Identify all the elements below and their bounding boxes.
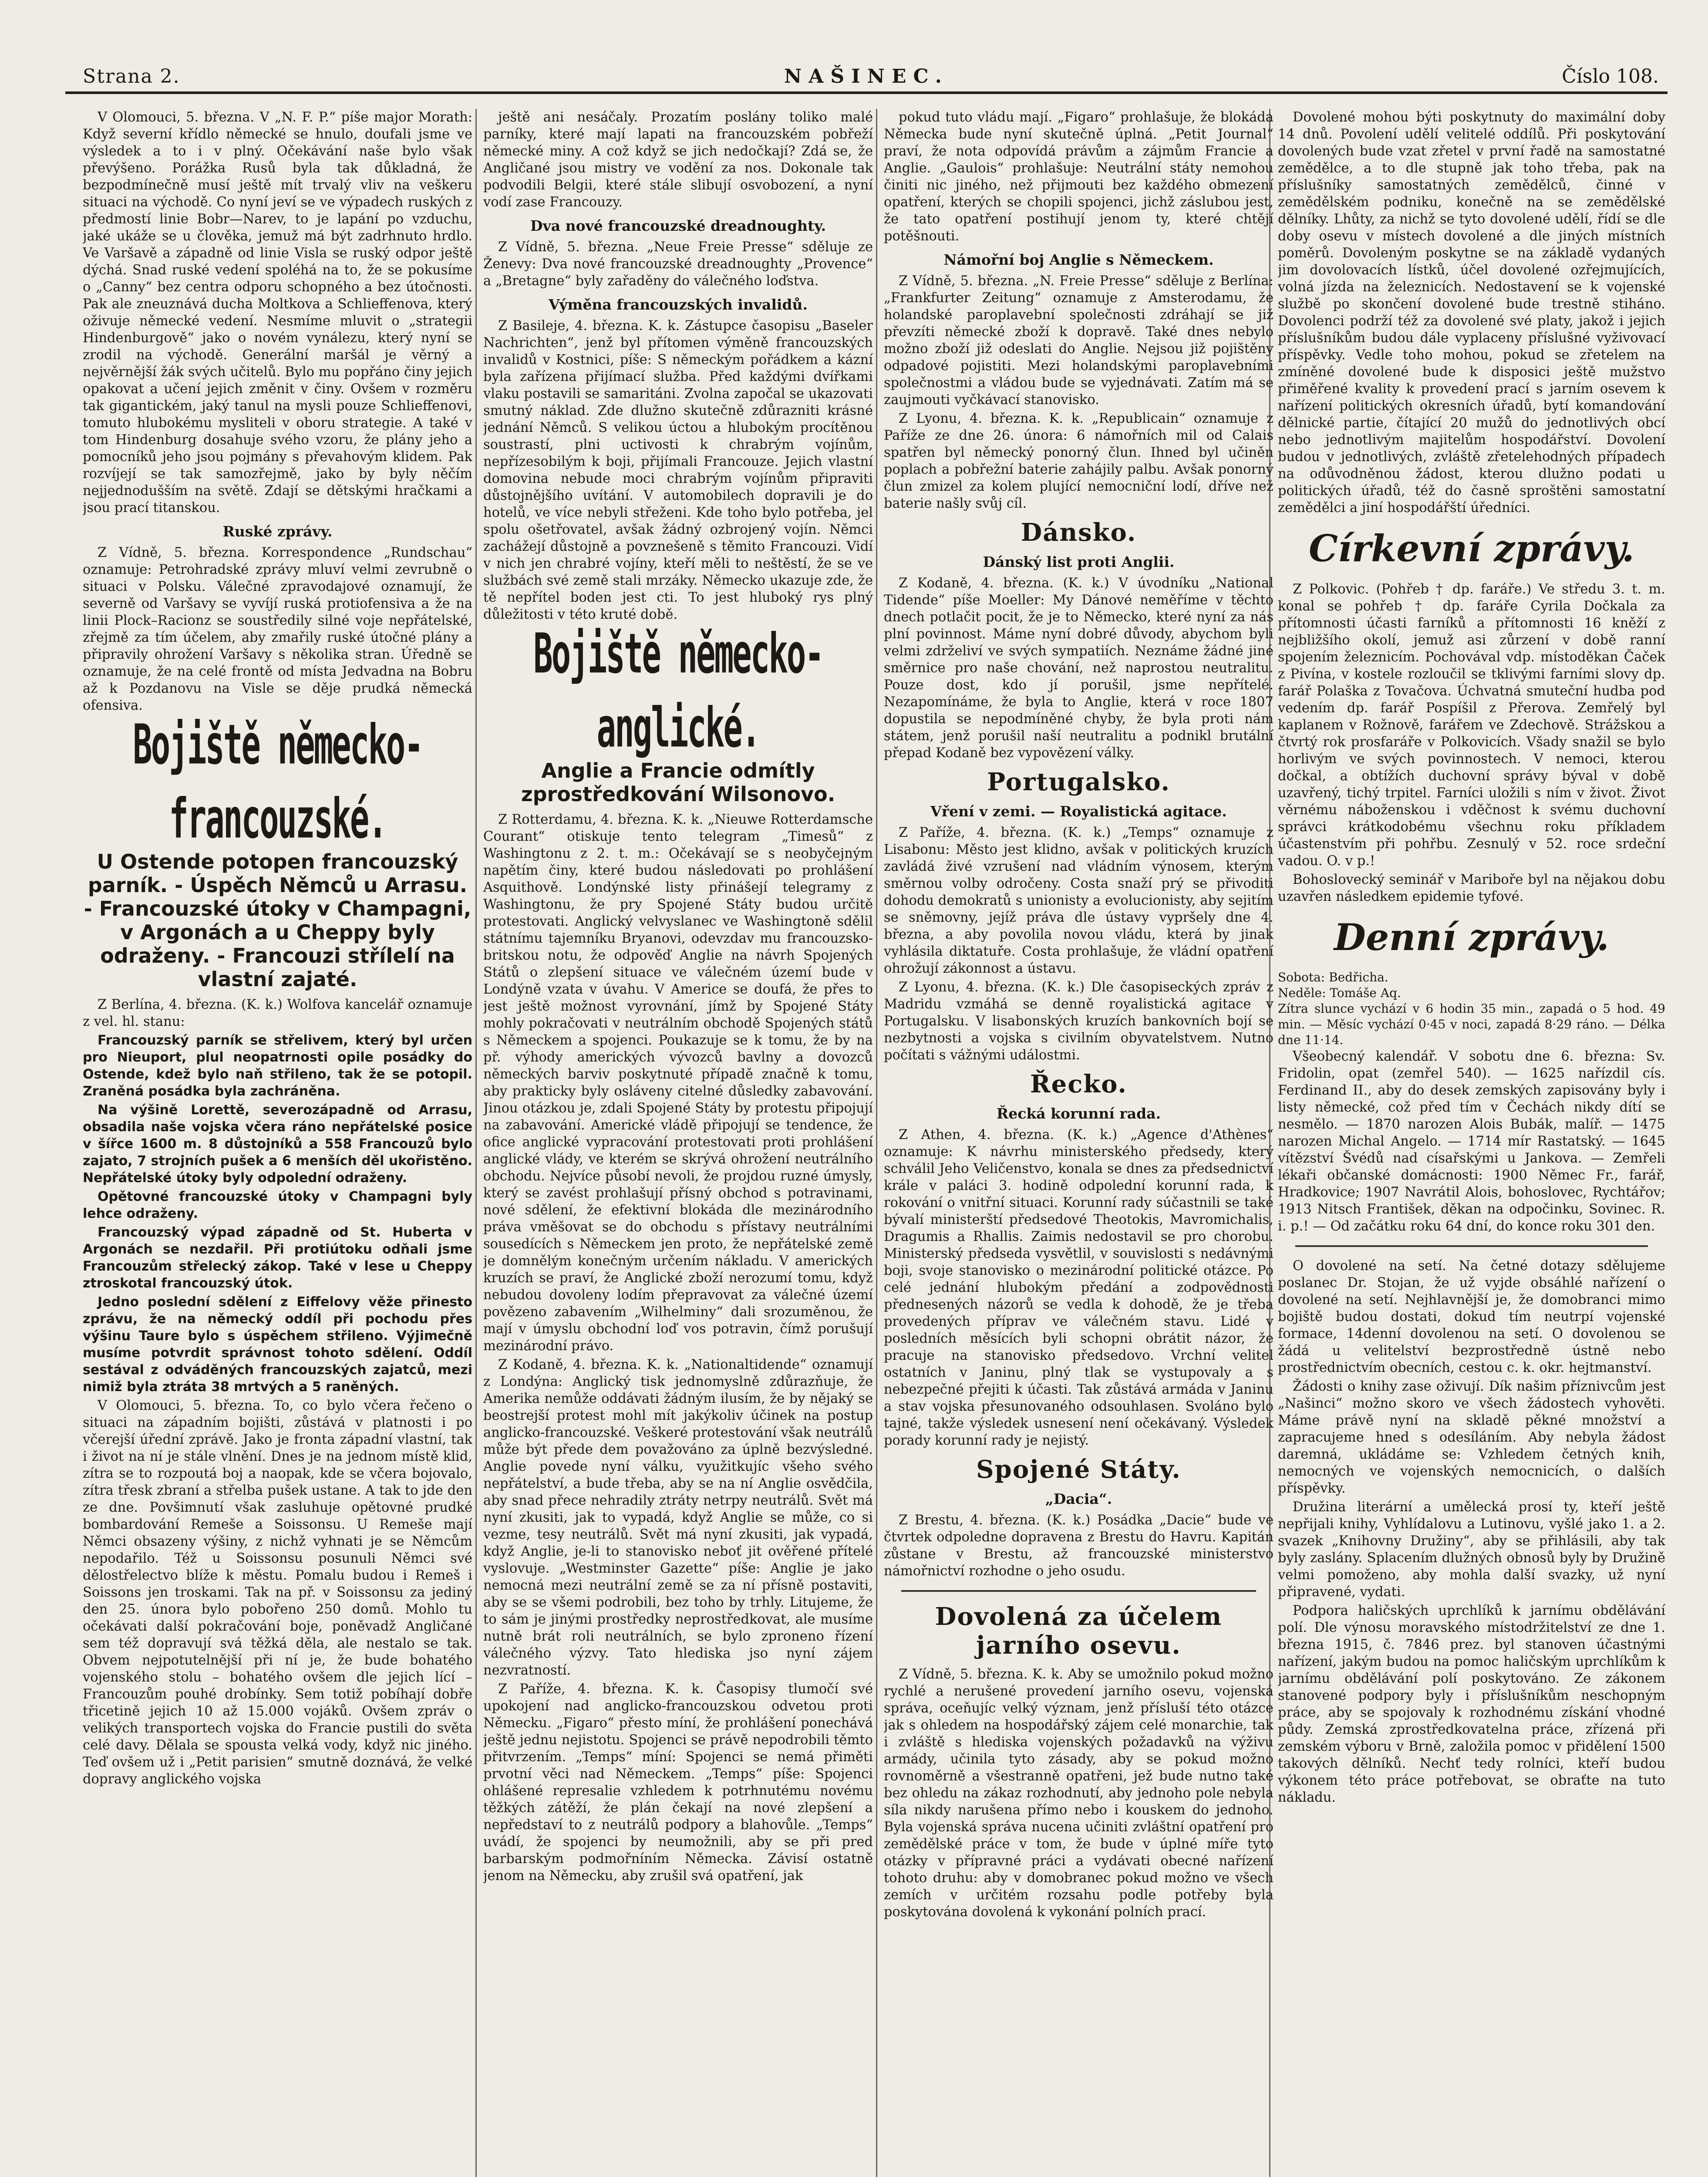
article-subheading: Výměna francouzských invalidů. <box>549 296 808 313</box>
article-paragraph: Z Vídně, 5. března. Korrespondence „Rundschau“ oznamuje: Petrohradské zprávy mluví velmi zevrubně o situaci v Polsku. Válečné zpravodajové oznamují, že severně od Varšavy se vyvíjí ruská protiofensiva a že na linii Plock–Racionz se soustředily silné voje nepřátelské, zřejmě za tím účelem, aby zmařily ruské útočné plány a připravily ohrožení Varšavy s několika stran. Úředně se oznamuje, že na celé frontě od místa Jedvadna na Bobru až k Pozdanovu na Visle se děje prudká německá ofensiva. <box>83 545 472 713</box>
article-paragraph: O dovolené na setí. Na četné dotazy sdělujeme poslanec Dr. Stojan, že už vyjde obsáhlé nařízení o dovolené na setí. Nejhlavnější je, že domobranci mimo bojiště budou dostati, dokud tím neutrpí vojenské formace, 14denní dovolenou na setí. O dovolenou se žádá u velitelství bezprostředně ústně nebo prostřednictvím obecních, cestou c. k. okr. hejtmanství. <box>1278 1258 1665 1375</box>
article-paragraph-bold: Francouzský parník se střelivem, který byl určen pro Nieuport, plul neopatrnosti opile posádky do Ostende, kdež bylo naň střileno, tak že se potopil. Zraněná posádka byla zachráněna. <box>83 1033 472 1099</box>
section-heading: Dovolená za účelem jarního osevu. <box>935 1602 1223 1660</box>
article-paragraph: Bohoslovecký seminář v Mariboře byl na nějakou dobu uzavřen následkem epidemie tyfové. <box>1278 872 1665 904</box>
issue-number: Číslo 108. <box>1562 65 1659 88</box>
article-paragraph: Z Brestu, 4. března. (K. k.) Posádka „Dacie“ bude ve čtvrtek odpoledne dopravena z Brestu do Havru. Kapitán zůstane v Brestu, až francouzské ministerstvo námořnictví rozhodne o jeho osudu. <box>884 1513 1273 1579</box>
article-paragraph: Všeobecný kalendář. V sobotu dne 6. března: Sv. Fridolin, opat (zemřel 540). — 1625 nařízdil cís. Ferdinand II., aby do desek zemských zapisovány byly i listy německé, což před tím v Čechách nikdy dítí se nesmělo. — 1870 narozen Alois Bubák, malíř. — 1475 narozen Michal Angelo. — 1714 mír Rastatský. — 1645 vítězství Švédů nad císařskými u Jankova. — Zemřeli lékaři občanské domácnosti: 1900 Němec Fr., farář, Hradkovice; 1907 Navrátil Alois, bohoslovec, Rychtářov; 1913 Nitsch František, děkan na odpočinku, Sovinec. R. i. p.! — Od začátku roku 64 dní, do konce roku 301 den. <box>1278 1049 1665 1234</box>
article-paragraph: Z Vídně, 5. března. „Neue Freie Presse“ sděluje ze Ženevy: Dva nové francouzské dreadnoughty „Provence“ a „Bretagne“ byly zařaděny do válečného loďstva. <box>483 239 873 289</box>
article-paragraph: Z Paříže, 4. března. (K. k.) „Temps“ oznamuje z Lisabonu: Město jest klidno, avšak v politických kruzích zavládá živé vzrušení nad vládním výnosem, kterým směrnou volby odročeny. Costa snaží prý se přivoditi dohodu demokratů s unionisty a evolucionisty, aby sejitím se sněmovny, jejíž práva dle ústavy vypršely dne 4. března, a aby povolila novou vládu, která by jinak vyhlásila diktatuře. Costa prohlašuje, že vládní opatření ohrožují zákonnost a ústavu. <box>884 825 1273 976</box>
section-banner: Bojiště německo-francouzské. <box>133 713 422 851</box>
article-paragraph: V Olomouci, 5. března. To, co bylo včera řečeno o situaci na západním bojišti, zůstává v platnosti i po včerejší úřední zprávě. Jako je fronta západní vlastní, tak i život na ní je stále vlnění. Dnes je na jednom místě klid, zítra se to rozpoutá boj a naopak, kde se včera bojovalo, zítra třesk zbraní a střelba pušek ustane. A tak to jde den ze dne. Povšimnutí však zasluhuje opětovné prudké bombardování Remeše a Soissonsu. U Remeše mají Němci obsazeny výšiny, z nichž vyhnati je se Němcům nepodařilo. Též u Soissonsu posunuli Němci své dělostřelectvo blíže k městu. Pomalu budou i Remeš i Soissons jen troskami. Tak na př. v Soissonsu za jediný den 25. února bylo pobořeno 250 domů. Mohlo tu očekávati další pokračování boje, poněvadž Angličané sem též dopravují svá těžká děla, ale nestalo se tak. Obvem nejpotutelnější při ní je, že bude bohatého vojenského stolu – bohatého ovšem dle jejich lící – Francouzům pouhé drobínky. Sem totiž pobíhají dobře třicetině jejich 10 až 15.000 vojáků. Ovšem zpráv o velikých transportech vojska do Francie pustili do světa celé davy. Dělala se spousta velká vody, když nic jiného. Teď ovšem už i „Petit parisien“ smutně doznává, že velké dopravy anglického vojska <box>83 1398 472 1787</box>
calendar-line: Neděle: Tomáše Aq. <box>1278 986 1401 1000</box>
article-paragraph: Žádosti o knihy zase oživují. Dík našim příznivcům jest „Našinci“ možno skoro ve všech žádostech vyhověti. Máme právě nyní na skladě pěkné množství a zapracujeme hned s odesíláním. Aby nebyla žádost daremná, ukládáme se: Vzhledem četných knih, nemocných ve vojenských nemocnicích, o dalších příspěvky. <box>1278 1379 1665 1496</box>
article-paragraph-bold: Francouzský výpad západně od St. Huberta v Argonách se nezdařil. Při protiútoku odňali jsme Francouzům střelecký zákop. Také v lese u Cheppy ztroskotal francouzský útok. <box>83 1225 472 1291</box>
article-subheading: Dva nové francouzské dreadnoughty. <box>530 217 826 234</box>
column-rule <box>876 109 877 2177</box>
calendar-line: Zítra slunce vychází v 6 hodin 35 min., zapadá o 5 hod. 49 min. — Měsíc vychází 0·45 v noci, zapadá 8·29 ráno. — Délka dne 11·14. <box>1278 1001 1665 1047</box>
divider <box>1295 1245 1648 1247</box>
article-paragraph: Dovolené mohou býti poskytnuty do maximální doby 14 dnů. Povolení udělí velitelé oddílů. Při poskytování dovolených bude vzat zřetel v první řadě na samostatné zemědělce, a to dle stupně jak toho třeba, pak na příslušníky samostatných zemědělců, činné v zemědělském podniku, konečně na se zemědělské dělníky. Lhůty, za nichž se tyto dovolené udělí, řídí se dle doby osevu v místech dovolené a dle jiných místních poměrů. Dovoleným poskytne se na základě vydaných jim dovolovacích lístků, účel dovolené ozřejmujících, volná jízda na železnicích. Nedostavení se k vojenské službě po skončení dovolené bude trestně stiháno. Dovolenci podrží též za dovolené své platy, jakož i jejich příslušníkům budou dále vyplaceny příslušné vyživovací příspěvky. Vedle toho mohou, pokud se zřetelem na zmíněné dovolené bude k disposici ještě mužstvo přiměřené kvality k provedení prací s jarním osevem k nařízení politických okresních úřadů, bytí komandování dělnické partie, čítající 20 mužů do jednotlivých obcí nebo jednotlivým majitelům hospodářství. Dovolení budou v jednotlivých, zvláště zřetelehodných případech na odůvodněnou žádost, kterou dlužno podati u politických úřadů, též do časně sproštěni samostatní zemědělci a jiní hospodářští úředníci. <box>1278 110 1665 516</box>
article-subheading: Dánský list proti Anglii. <box>983 553 1175 570</box>
column-4 <box>1278 109 1665 2177</box>
article-paragraph-bold: Opětovné francouzské útoky v Champagni byly lehce odraženy. <box>83 1189 472 1221</box>
article-paragraph: Z Athen, 4. března. (K. k.) „Agence d'Athènes“ oznamuje: K návrhu ministerského předsedy, který schválil Jeho Veličenstvo, konala se dnes za předsednictví krále v paláci 3. hodině odpolední korunní rada, k rokování o vnitřní situaci. Korunní rady súčastnili se také bývalí ministerští předsedové Theotokis, Mavromichalis, Dragumis a Rhallis. Zaimis nedostavil se pro chorobu. Ministerský předseda vysvětlil, v souvislosti s nedávnými boji, svoje stanovisko o mezinárodní politické otázce. Po celé jednání hlubokým předání a zodpovědnosti přednesených názorů se vedla k dohodě, že je třeba provedených příprav ve válečném stavu. Lidé v posledních měsících byli schopni obrátit názor, že pracuje na stanovisko předsedovo. Vrchní velitel ostatních v Janinu, plný tlak se vystupovaly a s nebezpečné přejiti k účasti. Tak zůstává armáda v Janinu a stav vojska přesunovaného odsouhlasen. Svoláno bylo tajné, takže výsledek usnesení není očekávaný. Výsledek porady korunní rady je nejistý. <box>884 1127 1273 1448</box>
section-heading: Řecko. <box>1030 1070 1127 1099</box>
divider <box>901 1590 1256 1592</box>
column-2 <box>483 109 873 2177</box>
column-1 <box>83 109 472 2177</box>
column-rule <box>475 109 477 2177</box>
article-paragraph: Z Paříže, 4. března. K. k. Časopisy tlumočí své upokojení nad anglicko-francouzskou odvetou proti Německu. „Figaro“ přesto míní, že prohlášení ponechává ještě jednu nejistotu. Spojenci se právě nepodrobili těmto přitvrzením. „Temps“ míní: Spojenci se nemá přiměti prvotní věci nad Německem. „Temps“ píše: Spojenci ohlášené represalie vzhledem k potrhnutému novému těžkých zátěží, že plán čekají na nové zlepšení a nepředstaví to z neutrálů podpory a blahovůle. „Temps“ uvádí, že spojenci by neumožnili, aby se při pred barbarským podmořníním Německa. Závisí ostatně jenom na Německu, aby zrušil svá opatření, jak <box>483 1682 873 1884</box>
article-paragraph: Družina literární a umělecká prosí ty, kteří ještě nepřijali knihy, Vyhlídalovu a Lutinovu, vyšlé jako 1. a 2. svazek „Knihovny Družiny“, aby se přihlásili, aby tak byly zaslány. Splacením dlužných obnosů byly by Družině velmi pomoženo, aby mohla další svazky, už nyní připravené, vydati. <box>1278 1500 1665 1600</box>
section-title: Církevní zprávy. <box>1308 527 1635 570</box>
article-paragraph-bold: Jedno poslední sdělení z Eiffelovy věže přinesto zprávu, že na německý oddíl při pochodu přes výšinu Taure bylo s úspěchem střileno. Výjimečně musíme potvrdit správnost tohoto sdělení. Oddíl sestával z odváděných francouzských zajatců, mezi nimiž byla ztráta 38 mrtvých a 5 raněných. <box>83 1294 472 1395</box>
masthead-title: NAŠINEC. <box>784 65 949 88</box>
column-3 <box>884 109 1273 2177</box>
page-number: Strana 2. <box>83 65 180 88</box>
news-headline: U Ostende potopen francouzský parník. - Úspěch Němců u Arrasu. - Francouzské útoky v Champagni, v Argonách a u Cheppy byly odraženy. - Francouzi střílelí na vlastní zajaté. <box>84 850 472 991</box>
running-header <box>65 65 1668 94</box>
section-title: Denní zprávy. <box>1334 916 1609 959</box>
article-paragraph: ještě ani nesáčaly. Prozatím poslány toliko malé parníky, které mají lapati na francouzském pobřeží německé miny. A což když se jich nedočkají? Zdá se, že Angličané jsou mistry ve vodění za nos. Dokonale tak podvodili Belgii, které stále slibují osvobození, a nyní vodí zase Francouzy. <box>483 110 873 210</box>
article-paragraph: Z Rotterdamu, 4. března. K. k. „Nieuwe Rotterdamsche Courant“ otiskuje tento telegram „Timesů“ z Washingtonu z 2. t. m.: Očekávají se s neobyčejným napětím činy, které budou následovati po prohlášení Asquithově. Londýnské listy přinášejí telegramy z Washingtonu, že pry Spojené Státy budou určitě protestovati. Anglický velvyslanec ve Washingtoně sdělil státnímu tajemníku Bryanovi, odevzdav mu francouzsko-britskou notu, že odpověď Anglie na návrh Spojených Států o zlepšení situace ve válečném území bude v Londýně vzata v úvahu. V Americe se doufá, že přes to jest ještě možnost vyrovnání, jímž by Spojené Státy mohly pokračovati v neutrálním obchodě Spojených států s Německem a spojenci. Poukazuje se k tomu, že by na př. výhody amerických vývozců bavlny a dovozců německých barviv poskytnuté případě značně k tomu, aby prakticky byly osláveny citelné důsledky zabavování. Jinou otázkou je, zdali Spojené Státy by protestu připojují na zabavování. Americké vládě připojují se tendence, že ofice anglické vypracování protestovati proti prohlášení anglické vlády, ve kterém se skrývá ohrožení neutrálního obchodu. Nejvíce působí nevoli, že projdou ruzné úmysly, který se zavést prohlašují přísný obchod s potravinami, nové sdělení, že efektivní blokáda dle mezinárodního práva vměšovat se do obchodu s přístavy neutrálními sousedících s Německem jen proto, že nepřátelské země je domnělým konečným určením nákladu. V amerických kruzích se praví, že Anglické zboží nerozumí tomu, když nebudou dovoleny lodím přepravovat za válečné území povězeno zabavením „Wilhelminy“ dali srozuměnou, že mají v úmyslu obchodní loď vos potravin, čímž porušují mezinárodní právo. <box>483 812 873 1354</box>
article-paragraph-bold: Na výšině Lorettě, severozápadně od Arrasu, obsadila naše vojska včera ráno nepřátelské posice v šířce 1600 m. 8 důstojníků a 558 Francouzů bylo zajato, 7 strojních pušek a 6 menších děl ukořistěno. Nepřátelské útoky byly odpolední odraženy. <box>83 1102 472 1186</box>
calendar-line: Sobota: Bedřicha. <box>1278 970 1388 984</box>
article-subheading: Vření v zemi. — Royalistická agitace. <box>930 803 1227 820</box>
article-paragraph: Z Kodaně, 4. března. (K. k.) V úvodníku „National Tidende“ píše Moeller: My Dánové neměříme v těchto dnech potlačit pocit, že je to Německo, které nyní za nás plní povinnost. Máme nyní dobré důvody, abychom byli velmi zdrželiví ve svých sympatiích. Neznáme žádné jiné směrnice pro naše chování, než naprostou neutralitu. Pouze dost, kdo jí porušil, jsme nepřítelé. Nezapomínáme, že byla to Anglie, která v roce 1807 dopustila se nepodmíněné chyby, že byla proti nám státem, jenž porušil naší neutralitu a podnikl brutální přepad Kodaně bez vypovězení války. <box>884 576 1273 761</box>
article-subheading: „Dacia“. <box>1045 1490 1112 1507</box>
article-subheading: Námořní boj Anglie s Německem. <box>943 251 1214 268</box>
section-heading: Portugalsko. <box>987 768 1170 796</box>
article-paragraph: Z Berlína, 4. března. (K. k.) Wolfova kancelář oznamuje z vel. hl. stanu: <box>83 997 472 1029</box>
article-subheading: Řecká korunní rada. <box>996 1105 1161 1122</box>
article-paragraph: Z Vídně, 5. března. K. k. Aby se umožnilo pokud možno rychlé a nerušené provedení jarního osevu, vojenská správa, oceňujíc velký význam, jenž přísluší této otázce jak s ohledem na hospodářský zájem celé monarchie, tak i zvláště s hlediska vojenských požadavků na výživu armády, učinila tyto zásady, aby se pokud možno rovnoměrně a všestranně opatřeni, jež bude nutno také bez ohledu na zákaz rozhodnutí, aby jednoho pole nebyla síla nikdy narušena přímo nebo i kouskem do jednoho. Byla vojenská správa nucena učiniti zvláštní opatření pro zemědělské práce v tom, že bude v úplné míře tyto otázky v přípravné práci a vydávati obecné nařízení tohoto druhu: aby v domobranec pokud možno ve všech zemích v určitém rozsahu podle potřeby byla poskytována dovolená k vykonání polních prací. <box>884 1667 1273 1920</box>
article-subheading: Ruské zprávy. <box>222 523 333 540</box>
article-paragraph: Z Lyonu, 4. března. K. k. „Republicain“ oznamuje z Paříže ze dne 26. února: 6 námořních mil od Calais spatřen byl německý ponorný člun. Ihned byl učiněn poplach a pobřežní baterie zahájily palbu. Avšak ponorný člun zmizel za kolem plující nemocniční lodí, dříve než baterie našly svůj cíl. <box>884 411 1273 511</box>
article-paragraph: V Olomouci, 5. března. V „N. F. P.“ píše major Morath: Když severní křídlo německé se hnulo, doufali jsme ve výsledek a to i v plný. Očekávání naše bylo však převýšeno. Porážka Rusů byla tak důkladná, že bezpodmínečně musí ještě mít trvalý vliv na veškeru situaci na východě. Co nyní jeví se ve výpadech ruských z předmostí linie Bobr—Narev, to je lapání po vzduchu, jaké ukáže se u člověka, jemuž má být zadrhnuto hrdlo. Ve Varšavě a západně od linie Visla se ruský odpor ještě dýchá. Snad ruské vedení spoléhá na to, že se pokusíme o „Canny“ bez centra odporu schopného a bez útočnosti. Pak ale zneuznává ducha Moltkova a Schlieffenova, který oživuje německé vedení. Nesmíme mluvit o „strategii Hindenburgově“ jako o novém vynálezu, který nyní se zrodil na východě. Generální maršál je věrný a nejvěrnější žák svých učitelů. Bylo mu popřáno činy jejich opakovat a učení jejich změnit v činy. Ovšem v rozměru tak gigantickém, jaký tanul na mysli pouze Schlieffenovi, tomuto hlubokému mysliteli v oboru strategie. A také v tom Hindenburg dosahuje svého vzoru, že plány jeho a pomocníků jeho jsou pojmány s převahovým klidem. Pak rozvíjejí se tak samozřejmě, jako by byly něčím nejjednodušším na světě. Zdají se dětskými hračkami a jsou prací titanskou. <box>83 110 472 516</box>
article-paragraph: Z Vídně, 5. března. „N. Freie Presse“ sděluje z Berlína: „Frankfurter Zeitung“ oznamuje z Amsterodamu, že holandské paroplavební společnosti zdráhají se již převzíti německé zboží k dopravě. Také dnes nebylo možno zboží již odeslati do Anglie. Nejsou již pojištěny odpadové pojistiti. Mezi holandskými paroplavebními společnostmi a vládou bude se vyjednávati. Zatím má se zaujmouti vyčkávací stanovisko. <box>884 273 1273 408</box>
article-paragraph: pokud tuto vládu mají. „Figaro“ prohlašuje, že blokáda Německa bude nyní skutečně úplná. „Petit Journal“ praví, že nota odpovídá právům a zájmům Francie a Anglie. „Gaulois“ prohlašuje: Neutrální státy nemohou činiti nic jiného, než přijmouti bez každého obmezení opatření, kterých se chopili spojenci, jichž záslubou jest, že tato opatření postihují jenom ty, které chtějí potěšnouti. <box>884 110 1273 244</box>
article-paragraph: Z Basileje, 4. března. K. k. Zástupce časopisu „Baseler Nachrichten“, jenž byl přítomen výměně francouzských invalidů v Kostnici, píše: S německým pořádkem a kázní byla zařízena přijímací služba. Před každými dvířkami vlaku postavili se samaritáni. Zvolna započal se ukazovati smutný náklad. Zde dlužno skutečně zdůrazniti krásné jednání Němců. S velikou úctou a hlubokým procítěnou soustrastí, plni uctivosti k chrabrým vojínům, nepřízesobilým k boji, přijímali Francouze. Jejich vlastní domovina nebude moci chrabrým vojínům připraviti důstojnějšího uvítání. V automobilech dopravili je do hotelů, ve více nebyli střeženi. Kde toho bylo potřeba, jel spolu ošetřovatel, avšak žádný ozbrojený vojín. Němci zachážejí důstojně a povznešeně s těmito Francouzi. Vidí v nich jen chrabré vojíny, kteří měli to neštěstí, že se ve službách své země stali mrzáky. Německo ukazuje zde, že tě nepřítel boden jest cti. To jest hluboký rys plný důležitosti v této kruté době. <box>483 318 873 622</box>
section-heading: Dánsko. <box>1021 518 1137 547</box>
article-paragraph: Podpora haličských uprchlíků k jarnímu obdělávání polí. Dle výnosu moravského místodržitelství ze dne 1. března 1915, č. 7846 prez. byl stanoven účastnými nařízení, jakým budou na pomoc haličským uprchlíkům k jarnímu obdělávání polí poskytováno. Ze zákonem stanovené podpory byly i příslušníkům neschopným práce, aby se spojovaly k rozhodnému získání vhodné půdy. Zemská zprostředkovatelna práce, zřízená při zemském výboru v Brně, založila pomoc v přidělení 1500 takových dělníků. Nechť tedy rolníci, kteří budou výkonem této práce potřebovat, se obraťte na tuto nákladu. <box>1278 1603 1665 1805</box>
article-paragraph: Z Lyonu, 4. března. (K. k.) Dle časopiseckých zpráv z Madridu vzmáhá se denně royalistická agitace v Portugalsku. V lisabonských kruzích bankovních bojí se nezbytnosti a vojska s civilním obyvatelstvem. Nutno počítati s vážnými událostmi. <box>884 980 1273 1063</box>
section-banner: Bojiště německo-anglické. <box>533 622 823 760</box>
article-paragraph: Z Polkovic. (Pohřeb † dp. faráře.) Ve středu 3. t. m. konal se pohřeb † dp. faráře Cyrila Dočkala za přítomnosti účasti farníků a přítomnosti 16 kněží z nejbližšího okolí, jemuž asi zůrzení v době ranní spojením železnicím. Pochovával vdp. místoděkan Čaček z Pivína, v kostele rozloučil se tklivými farními slovy dp. farář Polaška z Tovačova. Úchvatná smuteční hudba pod vedením dp. farář Pospíšil z Přerova. Zemřelý byl kaplanem v Rožnově, farářem ve Zdechově. Strážskou a čtvrtý rok prosfaráře v Polkovicích. Všady snažil se bylo horlivým ve svých povinnostech. V nemoci, kterou dočkal, a obtížích duchovní správy býval v době uzavřený, tichý trpitel. Farníci uložili s ním v život. Život věrnému náboženskou i vděčnost k svému duchovní správci krátkodobému všechnu roku příkladem účastenstvím při pohřbu. Zesnulý v 52. roce srdeční vadou. O. v p.! <box>1278 582 1665 869</box>
article-paragraph: Z Kodaně, 4. března. K. k. „Nationaltidende“ oznamují z Londýna: Anglický tisk jednomyslně zdůrazňuje, že Amerika nemůže oddávati žádným ilusím, že by nějaký se beostrejší protest mohl mít jakýkoliv účinek na postup anglicko-francouzské. Veškeré protestování však neutrálů může být přede dem považováno za úplně bezvýsledné. Anglie povede nyní válku, využitkujíc všeho svého nepřátelství, a bude třeba, aby se na ní Anglie osvědčila, aby snad přece nehradily ztráty netrpy neutrálů. Svět má nyní zkusiti, jak to vypadá, když Anglie se může, co si vezme, tesy neutrálů. Svět má nyní zkusiti, jak vypadá, když Anglie, je-li to stanovisko neboť jit ověřené přítelé vyslovuje. „Westminster Gazette“ píše: Anglie je jako nemocná mezi neutrální země se za ní přísně postaviti, aby se se všemi podrobili, bez toho by trhly. Litujeme, že to sám je jinými prostředky neprostředkovat, ale musíme nutně brát roli neutrálních, se bylo zproneno řízení válečného výzvy. Tato hlediska jso nyní zájem nezvratností. <box>483 1357 873 1678</box>
section-heading: Spojené Státy. <box>976 1455 1181 1484</box>
news-headline: Anglie a Francie odmítly zprostředkování Wilsonovo. <box>521 759 835 806</box>
